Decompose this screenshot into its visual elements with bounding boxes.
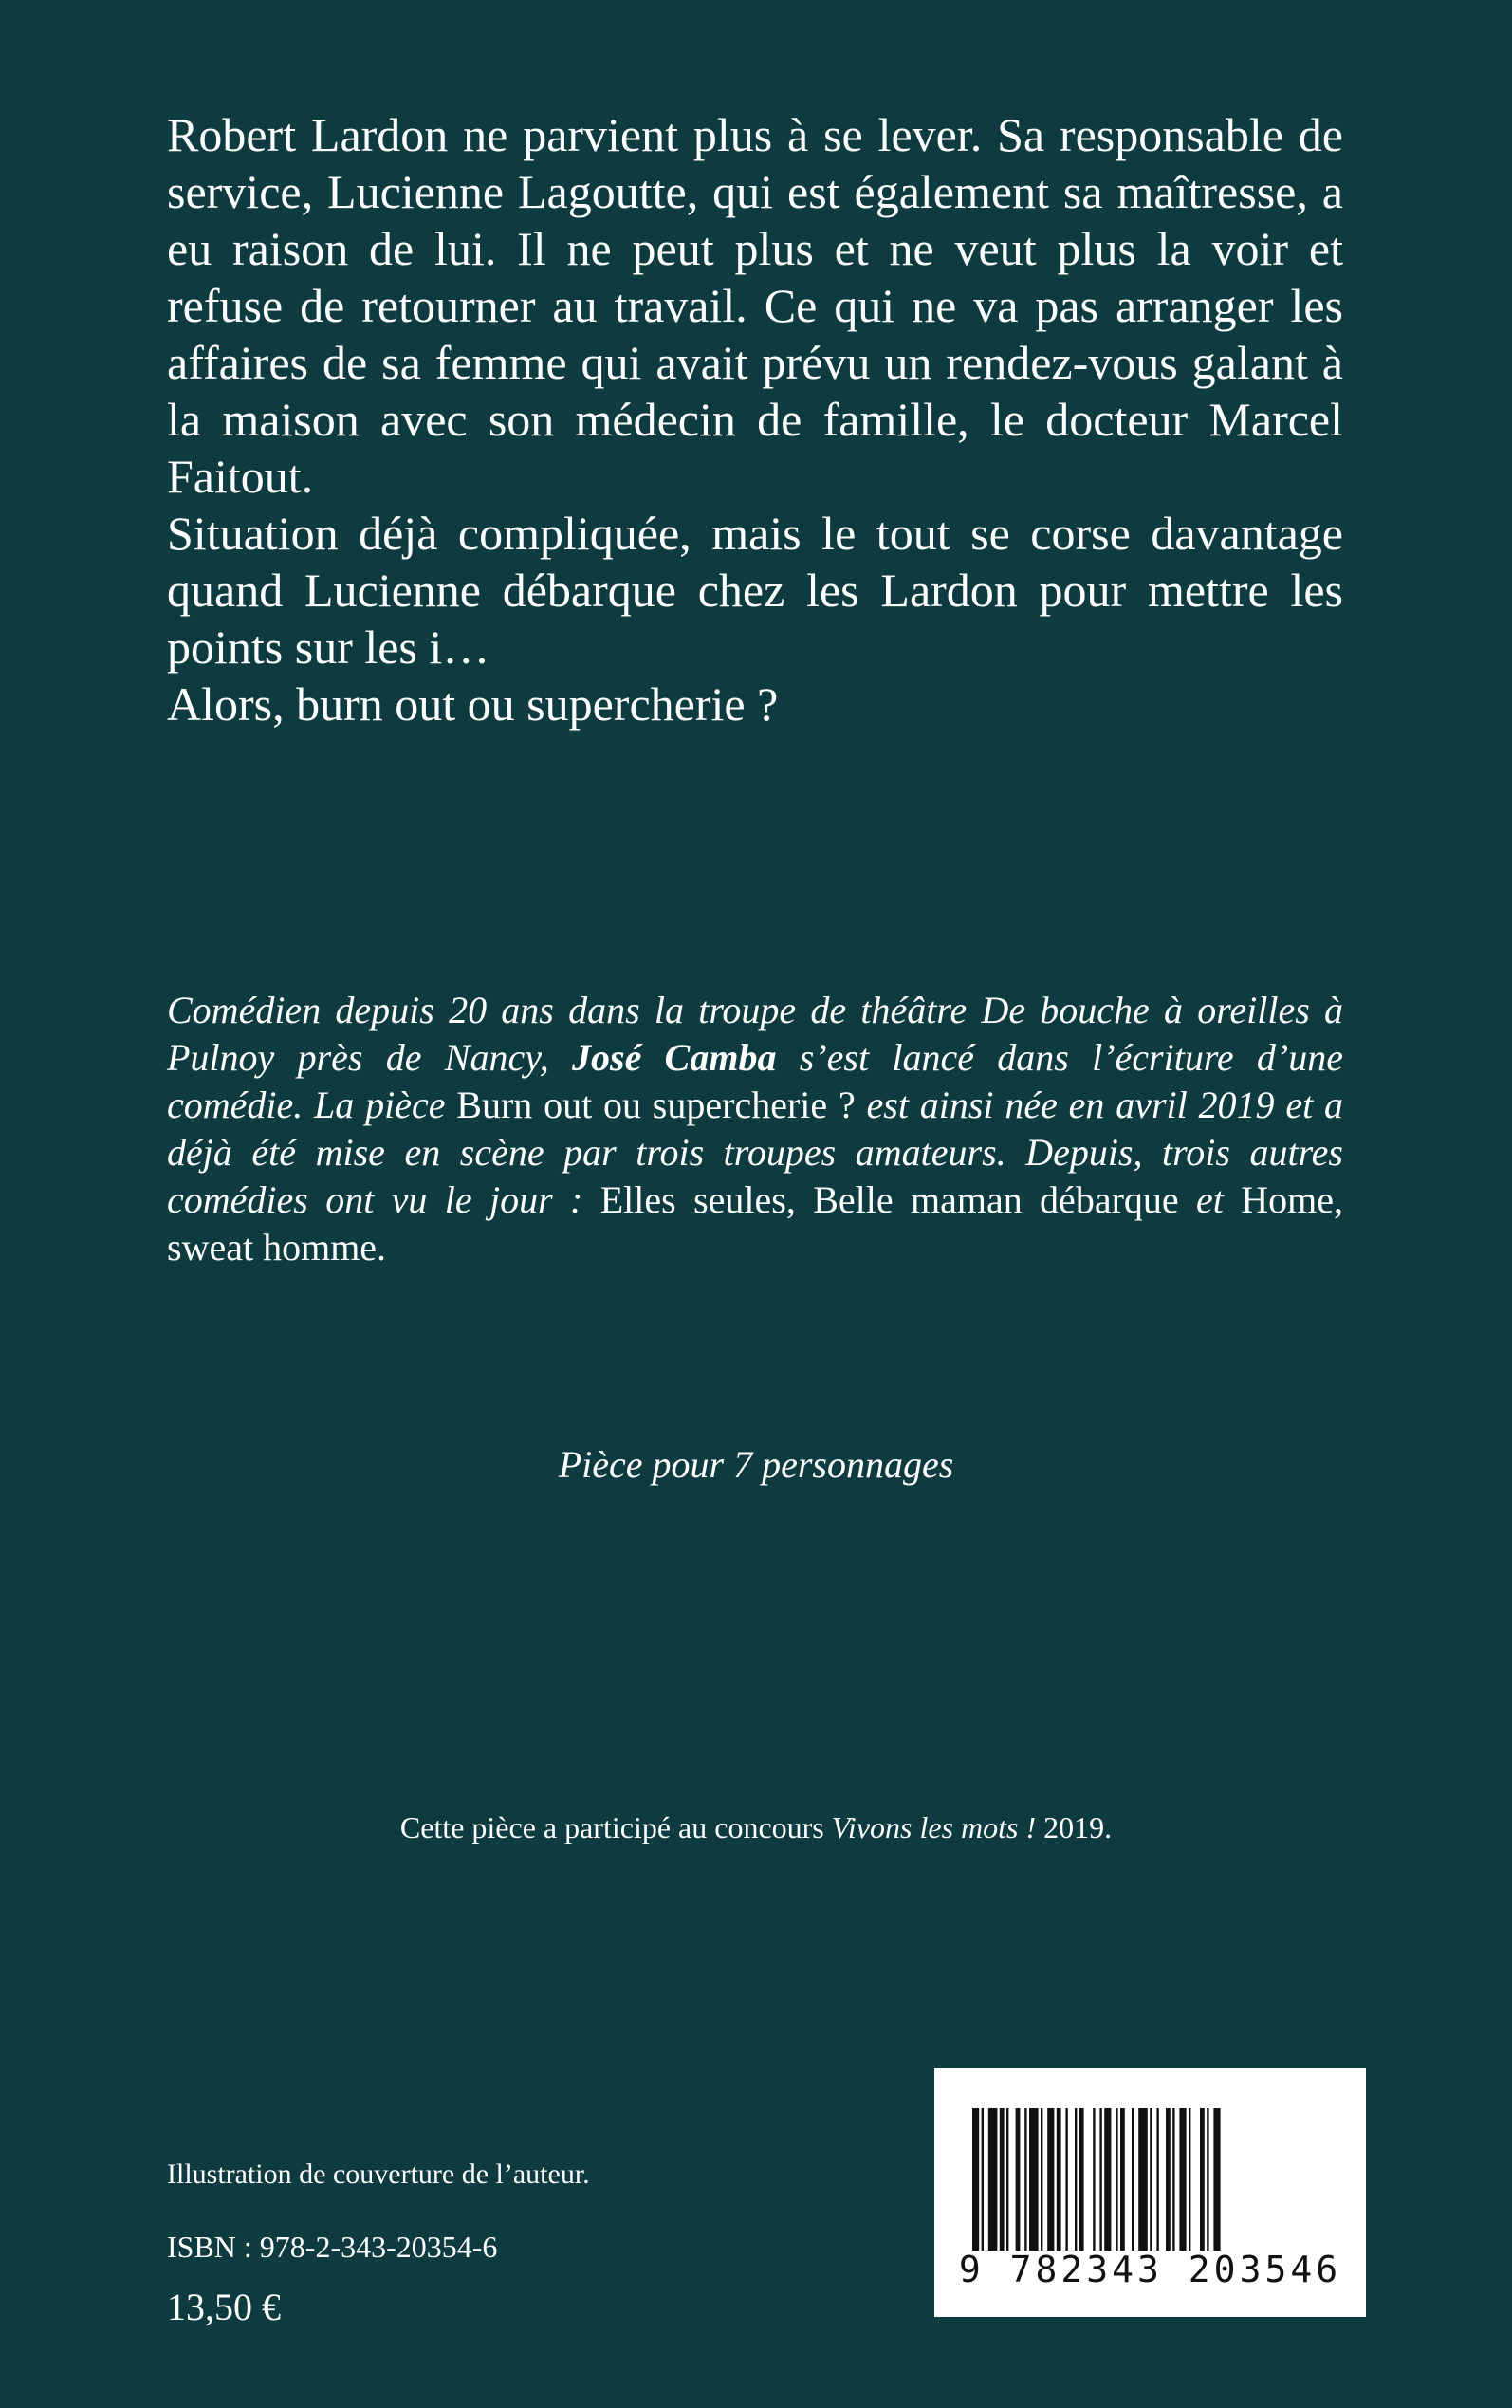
barcode-bar [988, 2108, 998, 2251]
barcode-bar [1213, 2108, 1220, 2251]
barcode-bar [1016, 2108, 1021, 2251]
bio-part-4: et [1178, 1178, 1242, 1221]
bio-part-3: est ainsi née en avril 2019 et a déjà été mise en scène par trois troupes amateurs. Depuis, trois autres comédies ont vu le jour : [167, 1084, 1344, 1221]
barcode-bar [1000, 2108, 1005, 2251]
barcode-bar [1166, 2108, 1171, 2251]
contest-prefix: Cette pièce a participé au concours [399, 1810, 832, 1844]
contest-note [0, 1810, 1512, 1845]
barcode-bar [1093, 2108, 1095, 2251]
barcode-bar [1179, 2108, 1186, 2251]
barcode-bar [1207, 2108, 1208, 2251]
barcode-bar [1132, 2108, 1134, 2251]
barcode-bar [1150, 2108, 1152, 2251]
barcode-bar [1120, 2108, 1125, 2251]
barcode-bar [1099, 2108, 1101, 2251]
barcode-bar [1006, 2108, 1008, 2251]
barcode-bar [1156, 2108, 1158, 2251]
synopsis-paragraph-1: Robert Lardon ne parvient plus à se lever. Sa responsable de service, Lucienne Lagoutte, qui est également sa maîtresse, a eu raison de lui. Il ne peut plus et ne veut plus la voir et refuse de retourner au travail. Ce qui ne va pas arranger les affaires de sa femme qui avait prévu un rendez-vous galant à la maison avec son médecin de famille, le docteur Marcel Faitout. [167, 108, 1343, 503]
contest-suffix: 2019. [1036, 1810, 1113, 1844]
barcode-bar [1116, 2108, 1117, 2251]
barcode [934, 2068, 1366, 2317]
barcode-bar [982, 2108, 984, 2251]
barcode-bar [1041, 2108, 1042, 2251]
barcode-bar [1189, 2108, 1190, 2251]
play-title-3: Home, sweat homme. [167, 1178, 1344, 1269]
barcode-bar [1079, 2108, 1084, 2251]
play-title-1: Burn out ou supercherie ? [456, 1084, 856, 1126]
barcode-bar [1172, 2108, 1174, 2251]
barcode-bar [1024, 2108, 1026, 2251]
barcode-bar [1075, 2108, 1077, 2251]
barcode-bar [1138, 2108, 1148, 2251]
bio-part-2: s’est lancé dans l’écriture d’une comédie. La pièce [167, 1036, 1344, 1126]
contest-name: Vivons les mots ! [831, 1810, 1037, 1844]
author-bio-text [167, 987, 1343, 1271]
bio-part-1: Comédien depuis 20 ans dans la troupe de théâtre De bouche à oreilles à Pulnoy près de Nancy, [167, 989, 1343, 1079]
play-title-2: Elles seules, Belle maman débarque [599, 1178, 1179, 1221]
price: 13,50 € [167, 2286, 281, 2328]
barcode-bar [1029, 2108, 1039, 2251]
barcode-bar [1047, 2108, 1054, 2251]
barcode-bars-icon [972, 2108, 1328, 2251]
barcode-digits: 9 782343 203546 [958, 2249, 1342, 2290]
barcode-bar [1065, 2108, 1067, 2251]
characters-note: Pièce pour 7 personnages [558, 1443, 954, 1486]
author-name: José Camba [572, 1036, 777, 1079]
barcode-bar [1057, 2108, 1061, 2251]
barcode-bar [1104, 2108, 1111, 2251]
barcode-bar [1200, 2108, 1205, 2251]
barcode-bar [972, 2108, 979, 2251]
cover-credit: Illustration de couverture de l’auteur. [167, 2158, 590, 2190]
isbn: ISBN : 978-2-343-20354-6 [167, 2230, 498, 2264]
synopsis-paragraph-3: Alors, burn out ou supercherie ? [167, 677, 779, 731]
author-bio [167, 987, 1343, 1271]
synopsis-paragraph-2: Situation déjà compliquée, mais le tout se corse davantage quand Lucienne débarque chez les Lardon pour mettre les points sur les i… [167, 507, 1343, 674]
synopsis [167, 106, 1343, 732]
